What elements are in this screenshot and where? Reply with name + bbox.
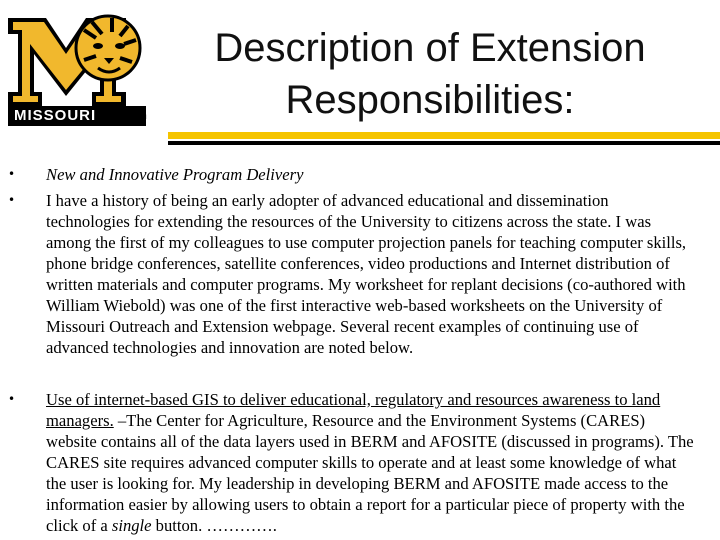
gold-divider — [168, 132, 720, 139]
bullet-text — [46, 389, 696, 536]
bullet-text: I have a history of being an early adopter of advanced educational and dissemination technologies for extending the resources of the University to citizens across the state. I was among the first of my colleagues to use computer projection panels for teaching computer skills, phone bridge conferences, satellite conferences, video productions and Internet distribution of written materials and computer programs. My worksheet for replant decisions (co-authored with William Wiebold) was one of the first interactive web-based worksheets on the University of Missouri Outreach and Extension webpage. Several recent examples of continuing use of advanced technologies and innovation are noted below. — [46, 191, 687, 357]
italic-emphasis: single — [111, 516, 152, 535]
underlined-heading: Use of internet-based GIS to deliver educational, regulatory and resources awareness to land managers. — [46, 390, 661, 430]
title-line-2: Responsibilities: — [285, 78, 575, 122]
bullet-tail: button. …………. — [151, 516, 277, 535]
bullet-dot-icon: • — [8, 167, 16, 181]
bullet-dot-icon: • — [8, 392, 16, 406]
page-title — [150, 22, 710, 126]
bullet-text: New and Innovative Program Delivery — [46, 165, 304, 184]
logo-trademark: TM — [138, 115, 147, 121]
title-line-1: Description of Extension — [214, 26, 646, 70]
logo-wordmark: MISSOURI — [14, 107, 97, 124]
missouri-logo — [8, 10, 154, 126]
bullet-dot-icon: • — [8, 193, 16, 207]
bullet-body: –The Center for Agriculture, Resource and the Environment Systems (CARES) website contains all of the data layers used in BERM and AFOSITE (discussed in programs). The CARES site requires advanced computer skills to operate and at least some knowledge of what the user is looking for. My leadership in developing BERM and AFOSITE made access to the information easier by allowing users to obtain a report for a particular piece of property with the click of a — [46, 411, 694, 535]
black-divider — [168, 141, 720, 145]
